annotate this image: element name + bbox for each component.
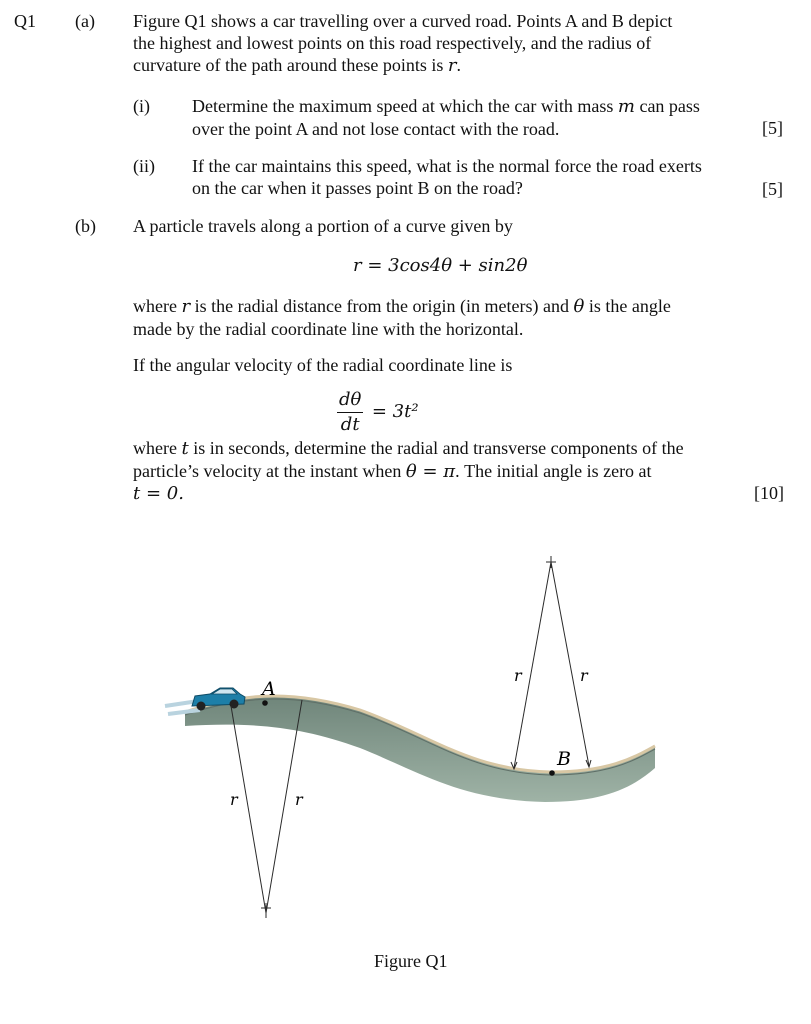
- sub-i-text: [192, 95, 752, 140]
- deriv-rhs: = 3t²: [371, 400, 419, 422]
- sub-ii-text: [192, 155, 752, 199]
- variable-r: r: [447, 55, 457, 76]
- sub-ii-label: (ii): [133, 156, 155, 176]
- point-a: [262, 700, 268, 706]
- sub-ii-line1: If the car maintains this speed, what is the normal force the road exerts: [192, 156, 702, 176]
- label-r-a-left: r: [230, 790, 238, 809]
- part-a-intro-line1: Figure Q1 shows a car travelling over a curved road. Points A and B depict: [133, 11, 673, 31]
- label-r-a-right: r: [295, 790, 303, 809]
- radius-line-b-right: [551, 562, 589, 766]
- part-a-intro: [133, 10, 733, 77]
- deriv-numerator: dθ: [337, 388, 363, 413]
- sub-i-label: (i): [133, 96, 150, 116]
- deriv-denominator: dt: [340, 414, 360, 435]
- radius-line-b-left: [514, 562, 551, 768]
- label-r-b-left: r: [514, 666, 522, 685]
- figure-q1: [0, 540, 811, 960]
- variable-m: m: [617, 96, 635, 117]
- part-a-intro-line2: the highest and lowest points on this road respectively, and the radius of: [133, 33, 652, 53]
- part-b-where-line1: where r is the radial distance from the origin (in meters) and θ is the angle: [133, 296, 671, 317]
- part-b-label: (b): [75, 216, 96, 236]
- center-a-marker: [261, 903, 271, 918]
- part-b-where: [133, 295, 733, 340]
- figure-caption: Figure Q1: [374, 951, 448, 971]
- arrowheads-b: [511, 760, 591, 769]
- part-b-intro: A particle travels along a portion of a curve given by: [133, 216, 513, 236]
- part-b-final-line3: t = 0.: [133, 483, 184, 504]
- radius-line-a-left: [231, 706, 266, 913]
- part-a-label: (a): [75, 11, 95, 31]
- label-r-b-right: r: [580, 666, 588, 685]
- label-a: A: [262, 678, 276, 700]
- part-b-marks: [10]: [754, 483, 784, 503]
- angular-velocity-intro: If the angular velocity of the radial coordinate line is: [133, 355, 513, 375]
- part-a-intro-line3: curvature of the path around these points is r.: [133, 55, 462, 76]
- question-number: Q1: [14, 11, 36, 31]
- part-b-final: [133, 437, 753, 505]
- sub-i-line1: Determine the maximum speed at which the car with mass m can pass: [192, 96, 700, 117]
- part-b-final-line1: where t is in seconds, determine the radial and transverse components of the: [133, 438, 684, 459]
- label-b: B: [557, 748, 571, 770]
- curve-equation: r = 3cos4θ + sin2θ: [353, 255, 528, 276]
- angular-velocity-equation: [337, 388, 419, 437]
- sub-ii-marks: [5]: [762, 179, 783, 199]
- sub-i-marks: [5]: [762, 118, 783, 138]
- road-body: [185, 696, 655, 802]
- point-b: [549, 770, 555, 776]
- sub-ii-line2: on the car when it passes point B on the road?: [192, 178, 523, 198]
- center-b-marker: [546, 556, 556, 568]
- sub-i-line2: over the point A and not lose contact with the road.: [192, 119, 560, 139]
- part-b-final-line2: particle’s velocity at the instant when θ = π. The initial angle is zero at: [133, 461, 652, 482]
- part-b-where-line2: made by the radial coordinate line with the horizontal.: [133, 319, 524, 339]
